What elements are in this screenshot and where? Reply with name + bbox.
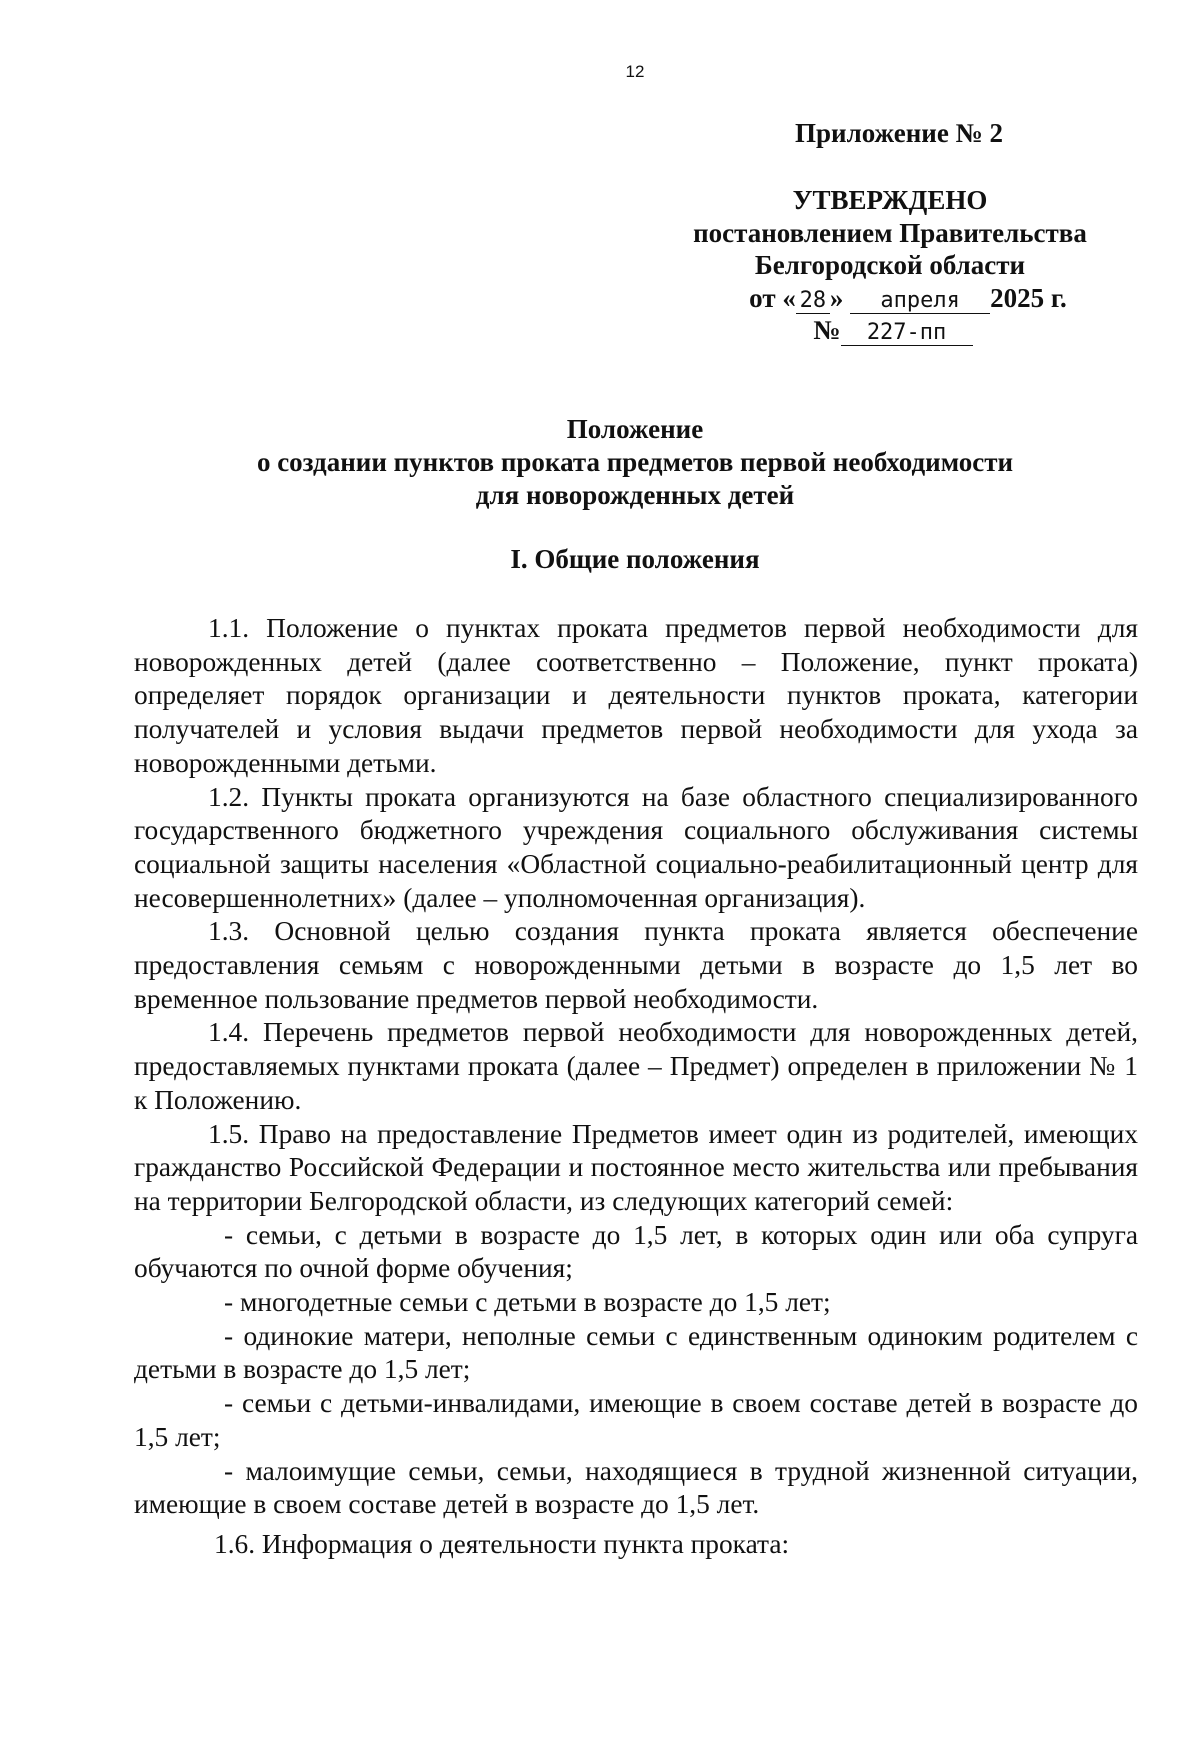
paragraph-1-1: 1.1. Положение о пунктах проката предметов первой необходимости для новорожденных детей (далее соответственно – Положение, пункт проката) определяет порядок организации и деятельности пунктов проката, категории получателей и условия выдачи предметов первой необходимости для ухода за новорожденными детьми. bbox=[134, 613, 1138, 778]
date-day: 28 bbox=[796, 289, 830, 314]
date-month: апреля bbox=[850, 289, 990, 314]
approval-block bbox=[640, 184, 1140, 347]
number-value: 227-пп bbox=[841, 321, 973, 346]
approval-number bbox=[640, 314, 1140, 347]
title-line-2: о создании пунктов проката предметов первой необходимости bbox=[256, 447, 1014, 477]
number-prefix: № bbox=[813, 315, 841, 345]
approval-date bbox=[640, 282, 1140, 315]
category-item: - одинокие матери, неполные семьи с единственным одиноким родителем с детьми в возрасте до 1,5 лет; bbox=[134, 1320, 1138, 1385]
date-close: » bbox=[829, 282, 844, 313]
appendix-label: Приложение № 2 bbox=[795, 118, 1003, 148]
approval-line-2: Белгородской области bbox=[754, 250, 1026, 280]
title-line-1: Положение bbox=[566, 414, 704, 444]
paragraph-1-4: 1.4. Перечень предметов первой необходимости для новорожденных детей, предоставляемых пунктами проката (далее – Предмет) определен в приложении № 1 к Положению. bbox=[134, 1017, 1138, 1115]
paragraph-1-3: 1.3. Основной целью создания пункта проката является обеспечение предоставления семьям с новорожденными детьми в возрасте до 1,5 лет во временное пользование предметов первой необходимости. bbox=[134, 916, 1138, 1014]
category-item: - многодетные семьи с детьми в возрасте до 1,5 лет; bbox=[224, 1287, 831, 1318]
approval-line-1: постановлением Правительства bbox=[693, 217, 1087, 248]
approved-heading: УТВЕРЖДЕНО bbox=[792, 185, 988, 215]
document-title bbox=[130, 413, 1140, 512]
document-body bbox=[134, 612, 1138, 1562]
paragraph-1-2: 1.2. Пункты проката организуются на базе областного специализированного государственного бюджетного учреждения социального обслуживания системы социальной защиты населения «Областной социально-реабилитационный центр для несовершеннолетних» (далее – уполномоченная организация). bbox=[134, 781, 1138, 913]
category-item: - семьи с детьми-инвалидами, имеющие в своем составе детей в возрасте до 1,5 лет; bbox=[134, 1388, 1138, 1452]
paragraph-1-5: 1.5. Право на предоставление Предметов имеет один из родителей, имеющих гражданство Российской Федерации и постоянное место жительства или пребывания на территории Белгородской области, из следующих категорий семей: bbox=[134, 1118, 1138, 1216]
date-prefix: от « bbox=[749, 282, 796, 313]
category-item: - семьи, с детьми в возрасте до 1,5 лет, в которых один или оба супруга обучаются по очной форме обучения; bbox=[134, 1219, 1138, 1284]
date-year: 2025 г. bbox=[990, 282, 1067, 313]
category-item: - малоимущие семьи, семьи, находящиеся в трудной жизненной ситуации, имеющие в своем составе детей в возрасте до 1,5 лет. bbox=[134, 1455, 1138, 1520]
page-number: 12 bbox=[625, 62, 645, 81]
paragraph-1-6: 1.6. Информация о деятельности пункта проката: bbox=[214, 1528, 790, 1559]
title-line-3: для новорожденных детей bbox=[475, 480, 795, 510]
section-title: I. Общие положения bbox=[510, 544, 760, 574]
